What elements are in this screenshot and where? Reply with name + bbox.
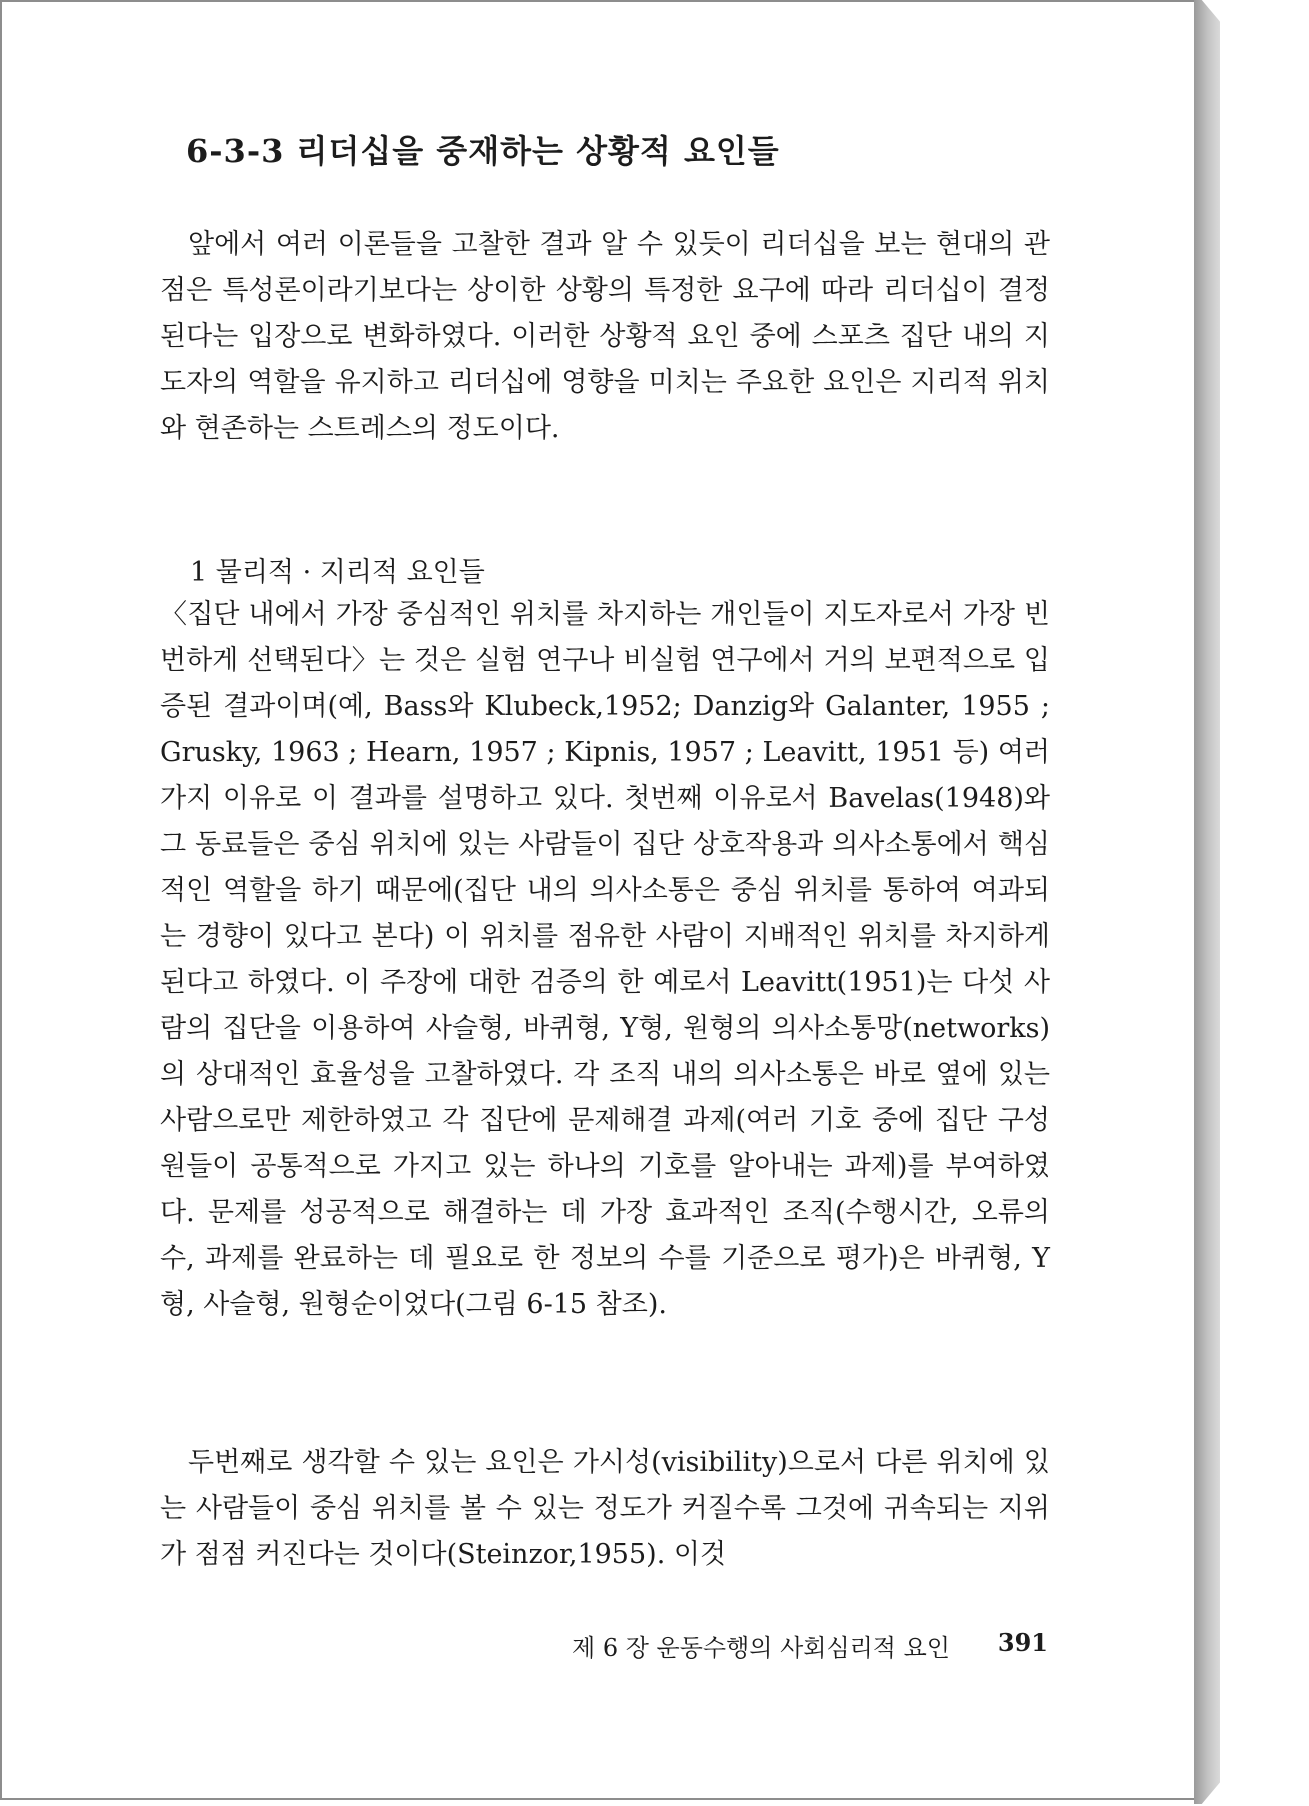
page-footer (572, 1628, 1048, 1663)
section-heading: 6-3-3 리더십을 중재하는 상황적 요인들 (186, 132, 780, 170)
physical-factors-paragraph: 〈집단 내에서 가장 중심적인 위치를 차지하는 개인들이 지도자로서 가장 빈번하게 선택된다〉는 것은 실험 연구나 비실험 연구에서 거의 보편적으로 입증된 결과이며(예, Bass와 Klubeck,1952; Danzig와 Galanter, 1955 ; Grusky, 1963 ; Hearn, 1957 ; Kipnis, 1957 ; Leavitt, 1951 등) 여러가지 이유로 이 결과를 설명하고 있다. 첫번째 이유로서 Bavelas(1948)와 그 동료들은 중심 위치에 있는 사람들이 집단 상호작용과 의사소통에서 핵심적인 역할을 하기 때문에(집단 내의 의사소통은 중심 위치를 통하여 여과되는 경향이 있다고 본다) 이 위치를 점유한 사람이 지배적인 위치를 차지하게 된다고 하였다. 이 주장에 대한 검증의 한 예로서 Leavitt(1951)는 다섯 사람의 집단을 이용하여 사슬형, 바퀴형, Y형, 원형의 의사소통망(networks)의 상대적인 효율성을 고찰하였다. 각 조직 내의 의사소통은 바로 옆에 있는 사람으로만 제한하였고 각 집단에 문제해결 과제(여러 기호 중에 집단 구성원들이 공통적으로 가지고 있는 하나의 기호를 알아내는 과제)를 부여하였다. 문제를 성공적으로 해결하는 데 가장 효과적인 조직(수행시간, 오류의 수, 과제를 완료하는 데 필요로 한 정보의 수를 기준으로 평가)은 바퀴형, Y형, 사슬형, 원형순이었다(그림 6-15 참조). (160, 599, 1050, 1320)
page-edge-shadow (1194, 0, 1220, 1804)
subsection-heading: 1 물리적 · 지리적 요인들 (190, 557, 485, 588)
intro-paragraph: 앞에서 여러 이론들을 고찰한 결과 알 수 있듯이 리더십을 보는 현대의 관점은 특성론이라기보다는 상이한 상황의 특정한 요구에 따라 리더십이 결정된다는 입장으로 변화하였다. 이러한 상황적 요인 중에 스포츠 집단 내의 지도자의 역할을 유지하고 리더십에 영향을 미치는 주요한 요인은 지리적 위치와 현존하는 스트레스의 정도이다. (160, 229, 1050, 444)
chapter-title: 제 6 장 운동수행의 사회심리적 요인 (572, 1634, 950, 1662)
page-number: 391 (997, 1628, 1048, 1657)
visibility-paragraph: 두번째로 생각할 수 있는 요인은 가시성(visibility)으로서 다른 위치에 있는 사람들이 중심 위치를 볼 수 있는 정도가 커질수록 그것에 귀속되는 지위가 점점 커진다는 것이다(Steinzor,1955). 이것 (160, 1447, 1050, 1570)
